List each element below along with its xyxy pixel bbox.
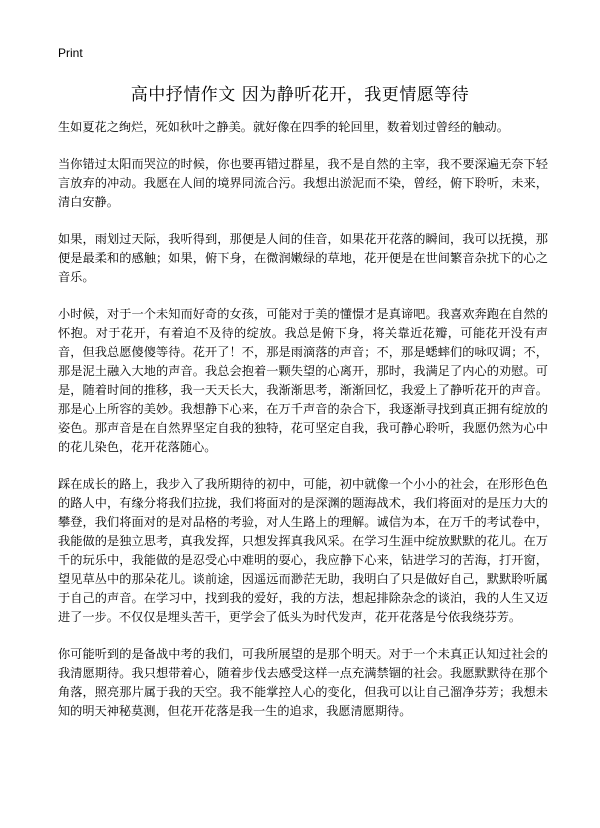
print-link[interactable]: Print <box>58 46 83 60</box>
article-body <box>58 118 548 739</box>
paragraph: 如果，雨划过天际，我听得到，那便是人间的佳音，如果花开花落的瞬间，我可以抚摸，那便是最柔和的感触；如果，俯下身，在微润嫩绿的草地，花开便是在世间繁音杂扰下的心之音乐。 <box>58 232 548 284</box>
paragraph: 生如夏花之绚烂，死如秋叶之静美。就好像在四季的轮回里，数着划过曾经的触动。 <box>58 120 509 134</box>
paragraph: 踩在成长的路上，我步入了我所期待的初中，可能，初中就像一个小小的社会，在形形色色的路人中，有缘分将我们拉拢，我们将面对的是深渊的题海战术，我们将面对的是压力大的攀登，我们将面对的是对品格的考验，对人生路上的理解。诚信为本，在万千的考试卷中，我能做的是独立思考，真我发挥，只想发挥真我风采。在学习生涯中绽放默默的花儿。在万千的玩乐中，我能做的是忍受心中难明的耍心，我应静下心来，钻进学习的苦海，打开窗，望见草丛中的那朵花儿。谈前途，因遥远而渺茫无助，我明白了只是做好自己，默默聆听属于自己的声音。在学习中，找到我的爱好，我的方法，想起排除杂念的谈泊，我的人生又迈进了一步。不仅仅是埋头苦干，更学会了低头为时代发声，花开花落是兮依我绕芬芳。 <box>58 477 548 624</box>
paragraph: 小时候，对于一个未知而好奇的女孩，可能对于美的懂憬才是真谛吧。我喜欢奔跑在自然的怀抱。对于花开，有着迫不及待的绽放。我总是俯下身，将关靠近花瓣，可能花开没有声音，但我总愿傻傻等待。花开了！不，那是雨滴落的声音；不，那是蟋蟀们的咏叹调；不，那是泥土融入大地的声音。我总会抱着一颗失望的心离开，那时，我满足了内心的劝慰。可是，随着时间的推移，我一天天长大，我渐渐思考，渐渐回忆，我爱上了静听花开的声音。那是心上所容的美妙。我想静下心来，在万千声音的杂合下，我逐渐寻找到真正拥有绽放的姿色。那声音是在自然界坚定自我的独特，花可坚定自我，我可静心聆听，我愿仍然为心中的花儿染色，花开花落随心。 <box>58 307 548 454</box>
article-title: 高中抒情作文 因为静听花开，我更情愿等待 <box>130 85 470 105</box>
paragraph: 你可能听到的是备战中考的我们，可我所展望的是那个明天。对于一个未真正认知过社会的我清愿期待。我只想带着心，随着步伐去感受这样一点充满禁锢的社会。我愿默默待在那个角落，照亮那片属于我的天空。我不能掌控人心的变化，但我可以让自己溜净芬芳；我想未知的明天神秘莫测，但花开花落是我一生的追求，我愿清愿期待。 <box>58 647 548 718</box>
paragraph: 当你错过太阳而哭泣的时候，你也要再错过群星，我不是自然的主宰，我不要深遍无奈下轻言放弃的冲动。我愿在人间的境界同流合污。我想出淤泥而不染，曾经，俯下聆听，未来，清白安静。 <box>58 157 548 209</box>
